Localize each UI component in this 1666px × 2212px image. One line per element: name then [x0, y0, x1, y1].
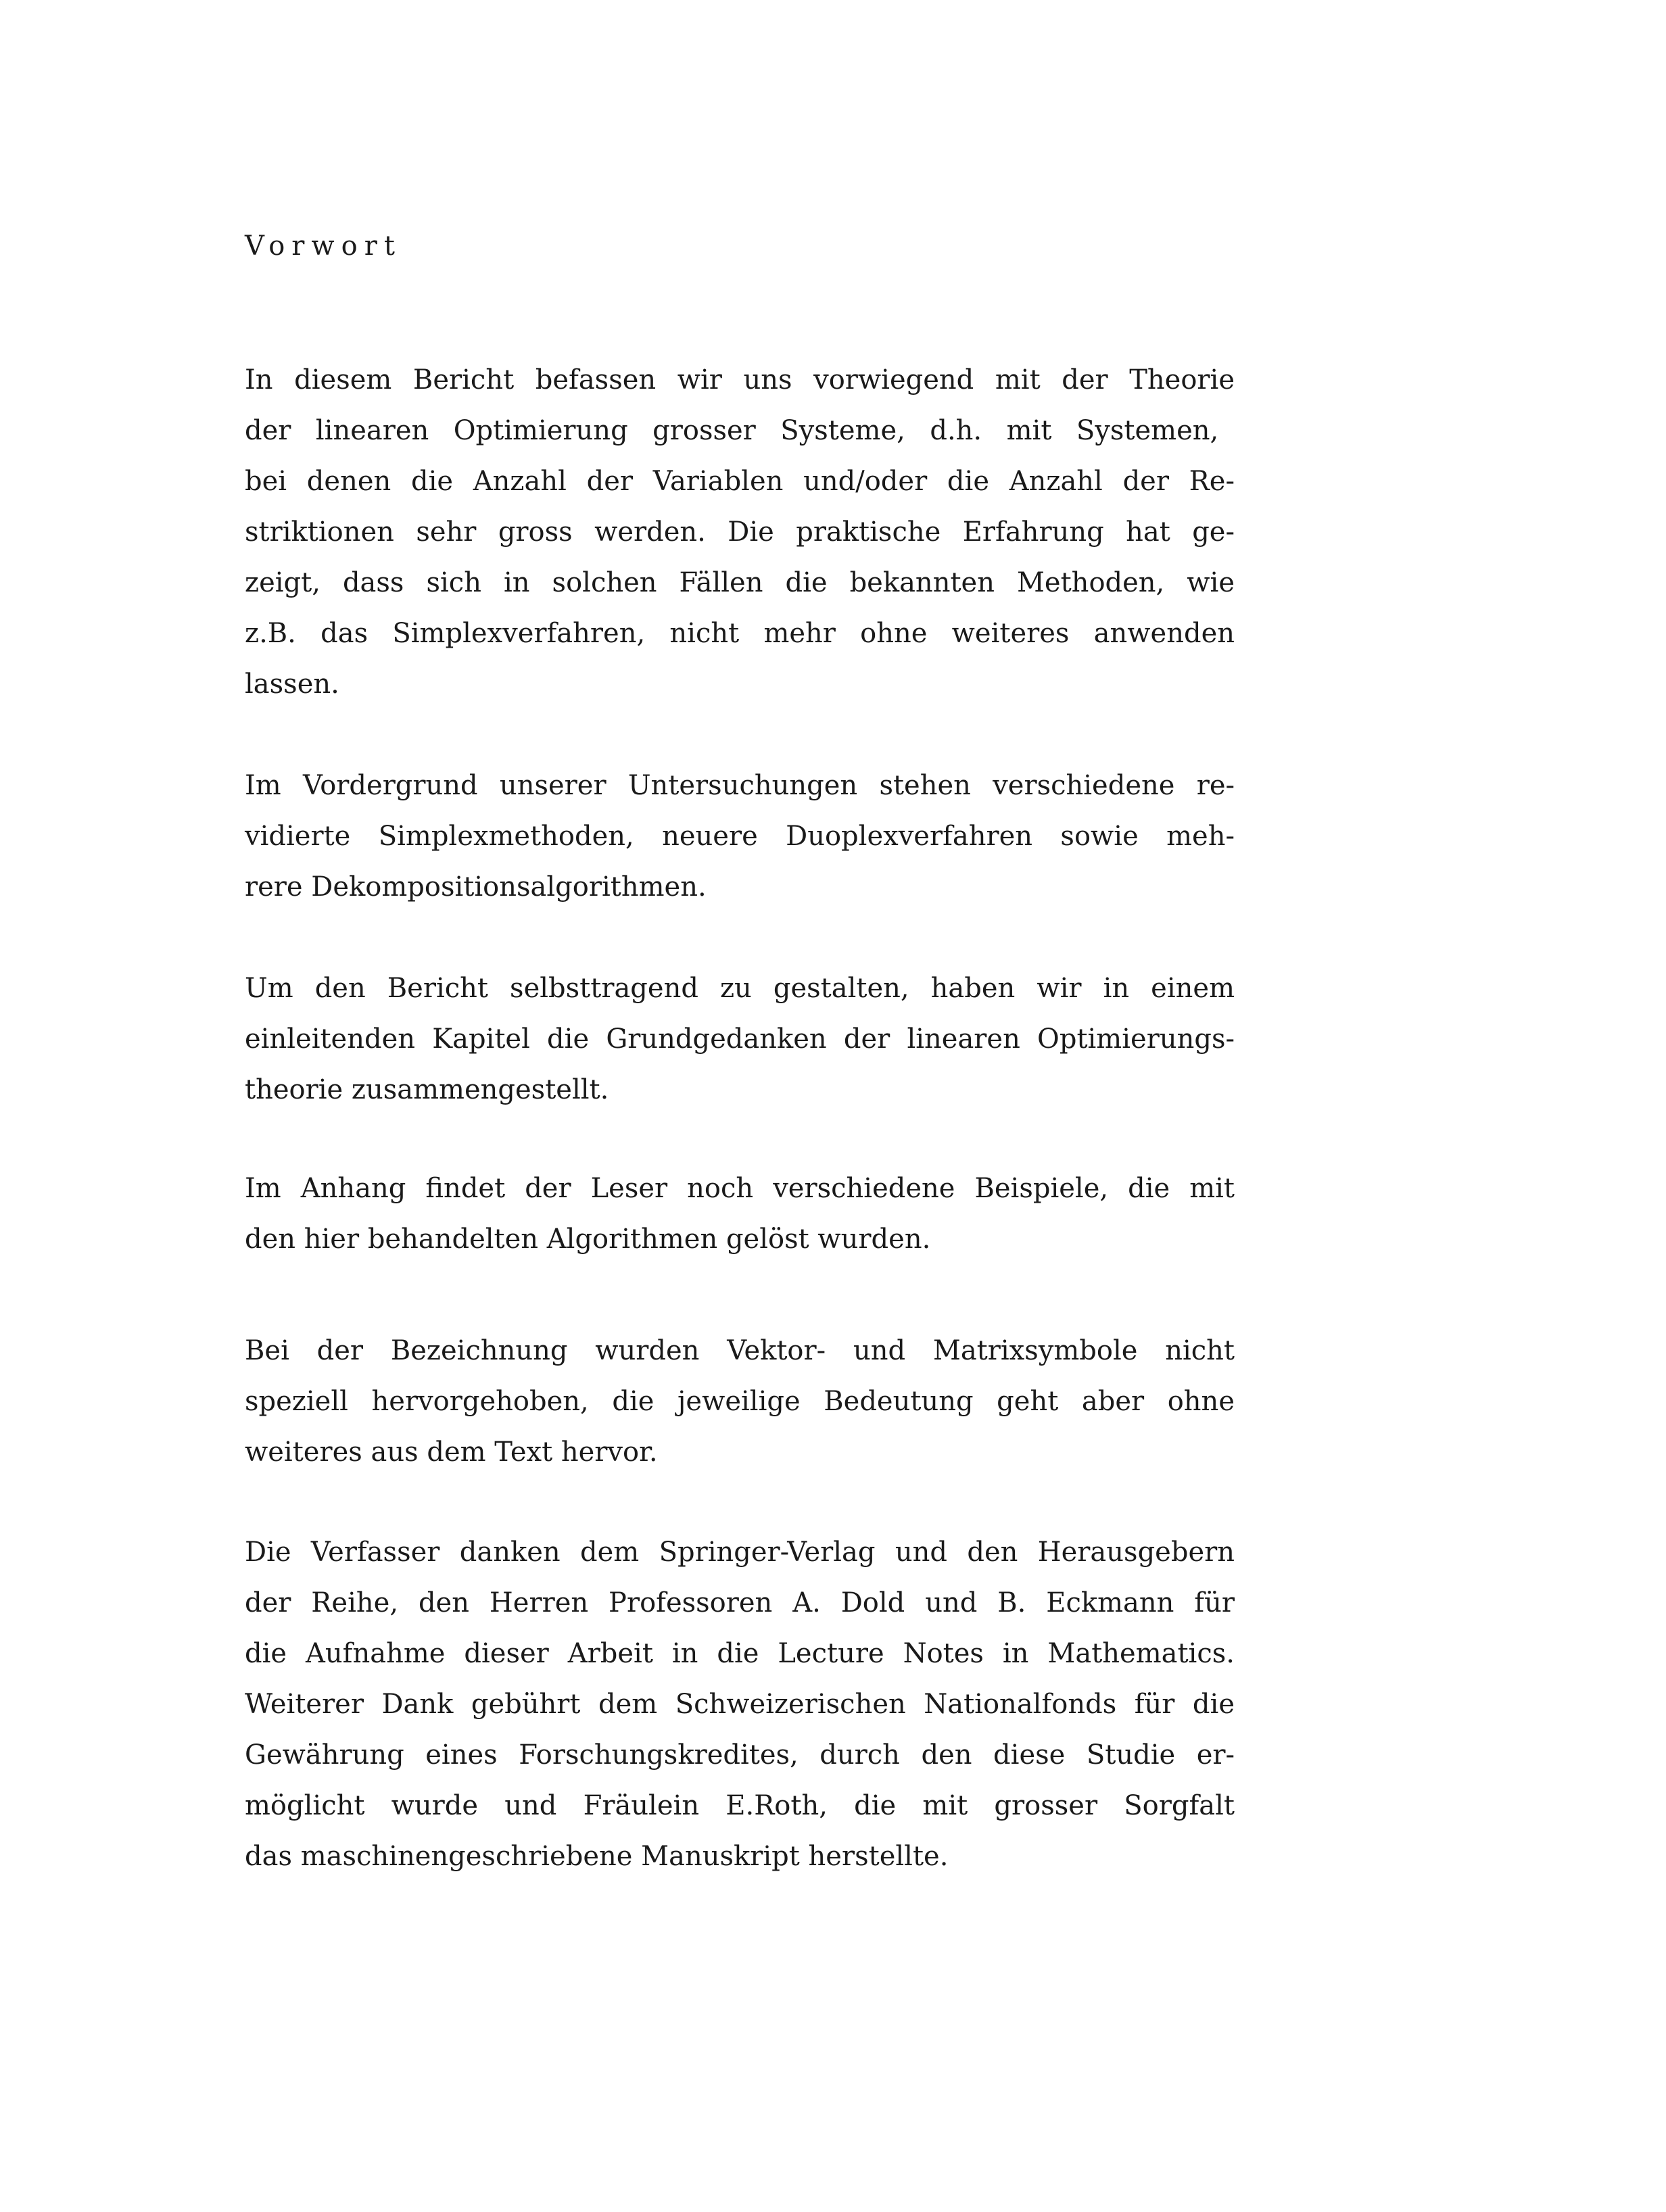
text-line: striktionen sehr gross werden. Die praktische Erfahrung hat ge-	[245, 516, 1235, 548]
text-line: weiteres aus dem Text hervor.	[245, 1437, 658, 1468]
text-line: Im Anhang findet der Leser noch verschiedene Beispiele, die mit	[245, 1173, 1235, 1204]
text-line: speziell hervorgehoben, die jeweilige Bedeutung geht aber ohne	[245, 1386, 1235, 1417]
text-line: Um den Bericht selbsttragend zu gestalten, haben wir in einem	[245, 973, 1235, 1004]
text-line: Bei der Bezeichnung wurden Vektor- und Matrixsymbole nicht	[245, 1335, 1235, 1366]
text-line: Weiterer Dank gebührt dem Schweizerischen Nationalfonds für die	[245, 1689, 1235, 1720]
text-line: theorie zusammengestellt.	[245, 1074, 609, 1105]
text-line: In diesem Bericht befassen wir uns vorwiegend mit der Theorie	[245, 364, 1235, 395]
text-line: Die Verfasser danken dem Springer-Verlag und den Herausgebern	[245, 1537, 1235, 1568]
text-line: bei denen die Anzahl der Variablen und/oder die Anzahl der Re-	[245, 466, 1235, 497]
text-line: Im Vordergrund unserer Untersuchungen stehen verschiedene re-	[245, 770, 1235, 801]
page-title: Vorwort	[245, 231, 402, 262]
text-line: vidierte Simplexmethoden, neuere Duoplexverfahren sowie meh-	[245, 821, 1235, 852]
text-line: der linearen Optimierung grosser Systeme, d.h. mit Systemen,	[245, 415, 1219, 446]
text-line: lassen.	[245, 669, 339, 700]
text-line: das maschinengeschriebene Manuskript herstellte.	[245, 1841, 949, 1872]
text-line: rere Dekompositionsalgorithmen.	[245, 871, 707, 903]
text-line: die Aufnahme dieser Arbeit in die Lecture Notes in Mathematics.	[245, 1638, 1235, 1669]
text-line: einleitenden Kapitel die Grundgedanken der linearen Optimierungs-	[245, 1024, 1235, 1055]
text-line: möglicht wurde und Fräulein E.Roth, die mit grosser Sorgfalt	[245, 1790, 1235, 1821]
text-line: den hier behandelten Algorithmen gelöst wurden.	[245, 1224, 931, 1255]
text-line: zeigt, dass sich in solchen Fällen die bekannten Methoden, wie	[245, 567, 1235, 598]
text-line: der Reihe, den Herren Professoren A. Dold und B. Eckmann für	[245, 1587, 1235, 1618]
text-line: Gewährung eines Forschungskredites, durch den diese Studie er-	[245, 1739, 1235, 1771]
text-line: z.B. das Simplexverfahren, nicht mehr ohne weiteres anwenden	[245, 618, 1235, 649]
